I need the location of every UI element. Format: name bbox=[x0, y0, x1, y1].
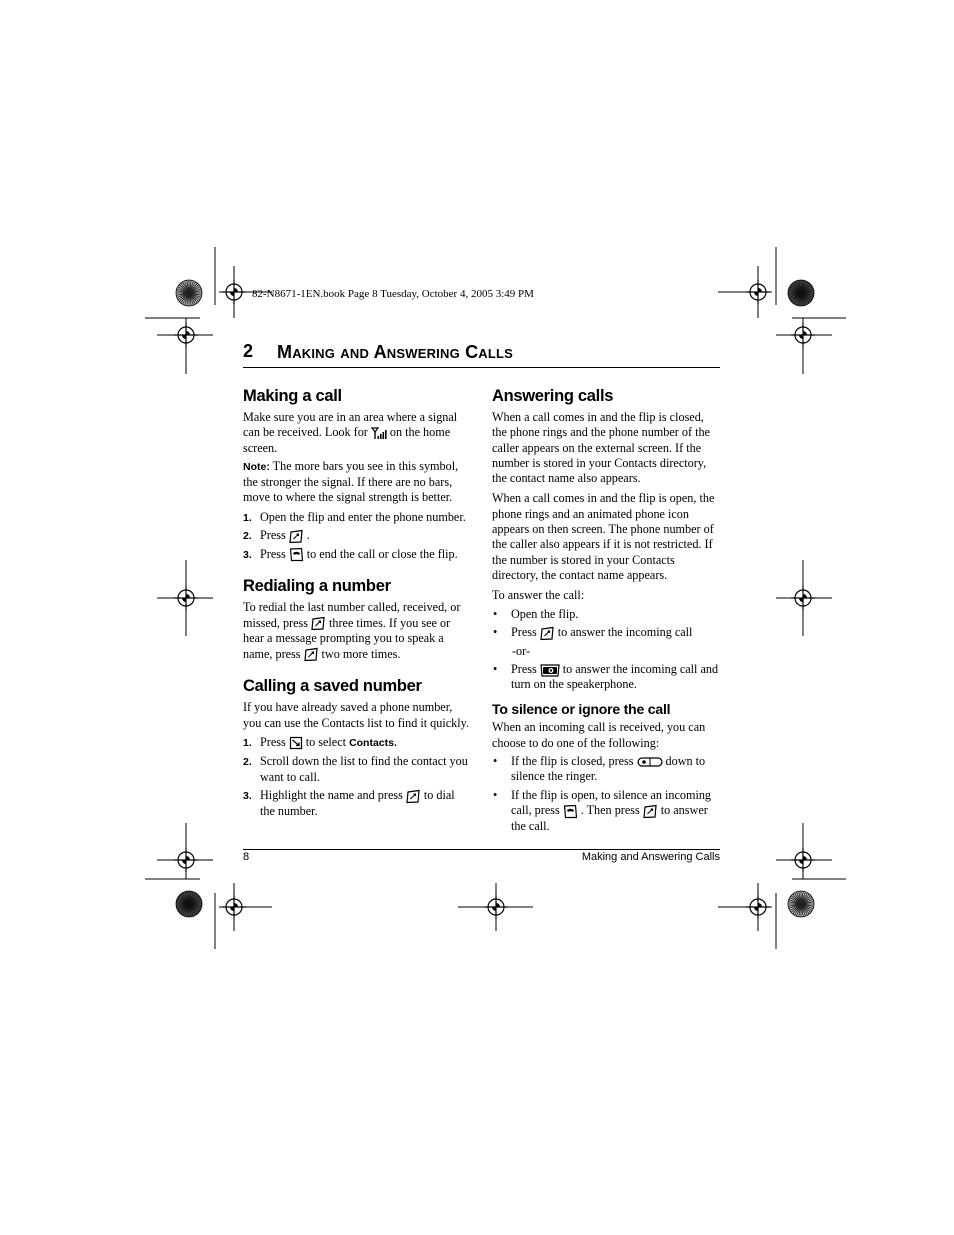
list-item: 2. Scroll down the list to find the contact you want to call. bbox=[243, 754, 468, 784]
list-item: 1. Press to select Contacts. bbox=[243, 735, 397, 750]
calling-saved-steps bbox=[243, 735, 469, 819]
registration-target bbox=[222, 895, 246, 919]
answering-options-speaker bbox=[492, 662, 720, 693]
answering-options bbox=[492, 607, 720, 641]
registration-target bbox=[791, 323, 815, 347]
left-softkey-icon bbox=[289, 736, 303, 750]
volume-key-icon bbox=[637, 757, 663, 767]
registration-target bbox=[791, 586, 815, 610]
making-call-note: Note: The more bars you see in this symbol, the stronger the signal. If there are no bars, move to where the signal strength is better. bbox=[243, 458, 459, 505]
silence-options bbox=[492, 754, 720, 834]
send-key-icon bbox=[304, 647, 319, 662]
list-item: • Open the flip. bbox=[493, 606, 579, 621]
list-item: 3. Highlight the name and press to dial the number. bbox=[243, 787, 455, 818]
registration-target bbox=[222, 280, 246, 304]
heading-calling-saved: Calling a saved number bbox=[243, 677, 422, 696]
list-item: • If the flip is closed, press down to silence the ringer. bbox=[493, 754, 706, 784]
registration-target bbox=[746, 895, 770, 919]
send-key-icon bbox=[643, 804, 658, 819]
page-number: 8 bbox=[243, 851, 250, 863]
footer-title: Making and Answering Calls bbox=[581, 851, 720, 863]
right-column bbox=[492, 386, 720, 837]
answering-para-1: When a call comes in and the flip is closed, the phone rings and the phone number of the caller appears on the external screen. If the number is stored in your Contacts directory, the contact name also appears. bbox=[492, 410, 710, 486]
send-key-icon bbox=[540, 626, 555, 641]
heading-redialing: Redialing a number bbox=[243, 577, 391, 596]
end-key-icon bbox=[563, 804, 578, 819]
end-key-icon bbox=[289, 547, 304, 562]
or-separator: -or- bbox=[512, 643, 531, 658]
left-column bbox=[243, 386, 469, 822]
list-item: • Press to answer the incoming call and turn on the speakerphone. bbox=[493, 661, 719, 692]
calling-saved-intro: If you have already saved a phone number, you can use the Contacts list to find it quickly. bbox=[243, 700, 469, 730]
color-dial-mark bbox=[788, 891, 814, 917]
file-info-line: 82-N8671-1EN.book Page 8 Tuesday, October 4, 2005 3:49 PM bbox=[252, 288, 534, 300]
silence-intro: When an incoming call is received, you can choose to do one of the following: bbox=[492, 720, 706, 750]
heading-answering-calls: Answering calls bbox=[492, 387, 614, 405]
registration-target bbox=[746, 280, 770, 304]
registration-target bbox=[484, 895, 508, 919]
registration-target bbox=[791, 848, 815, 872]
send-key-icon bbox=[406, 789, 421, 804]
making-call-intro: Make sure you are in an area where a signal can be received. Look for on the home screen. bbox=[243, 410, 458, 455]
speakerphone-key-icon bbox=[540, 664, 560, 677]
chapter-number: 2 bbox=[243, 341, 254, 361]
color-dial-mark bbox=[176, 891, 202, 917]
heading-silence-ignore: To silence or ignore the call bbox=[492, 701, 671, 718]
answering-para-2: When a call comes in and the flip is open, the phone rings and an animated phone icon appears on then screen. The phone number of the caller also appears if it is not restricted. If the number is stored in your Contacts directory, the contact name appears. bbox=[492, 491, 715, 582]
registration-target bbox=[174, 586, 198, 610]
list-item: • If the flip is open, to silence an incoming call, press . Then press to answer the call. bbox=[493, 787, 712, 833]
page-footer bbox=[243, 849, 720, 863]
registration-target bbox=[174, 323, 198, 347]
color-dial-mark bbox=[788, 280, 814, 306]
heading-making-a-call: Making a call bbox=[243, 387, 342, 405]
answering-lead: To answer the call: bbox=[492, 588, 585, 603]
making-call-steps bbox=[243, 510, 469, 563]
send-key-icon bbox=[311, 616, 326, 631]
chapter-heading bbox=[243, 341, 720, 368]
send-key-icon bbox=[289, 529, 304, 544]
list-item: • Press to answer the incoming call bbox=[493, 624, 693, 639]
color-dial-mark bbox=[176, 280, 202, 306]
chapter-title: Making and Answering Calls bbox=[277, 342, 514, 362]
list-item: 1. Open the flip and enter the phone number. bbox=[243, 509, 466, 524]
registration-target bbox=[174, 848, 198, 872]
list-item: 3. Press to end the call or close the flip. bbox=[243, 546, 458, 561]
signal-strength-icon bbox=[371, 427, 387, 440]
list-item: 2. Press . bbox=[243, 528, 310, 543]
redialing-text: To redial the last number called, received, or missed, press three times. If you see or hear a message prompting you to speak a name, press two more times. bbox=[243, 600, 461, 661]
